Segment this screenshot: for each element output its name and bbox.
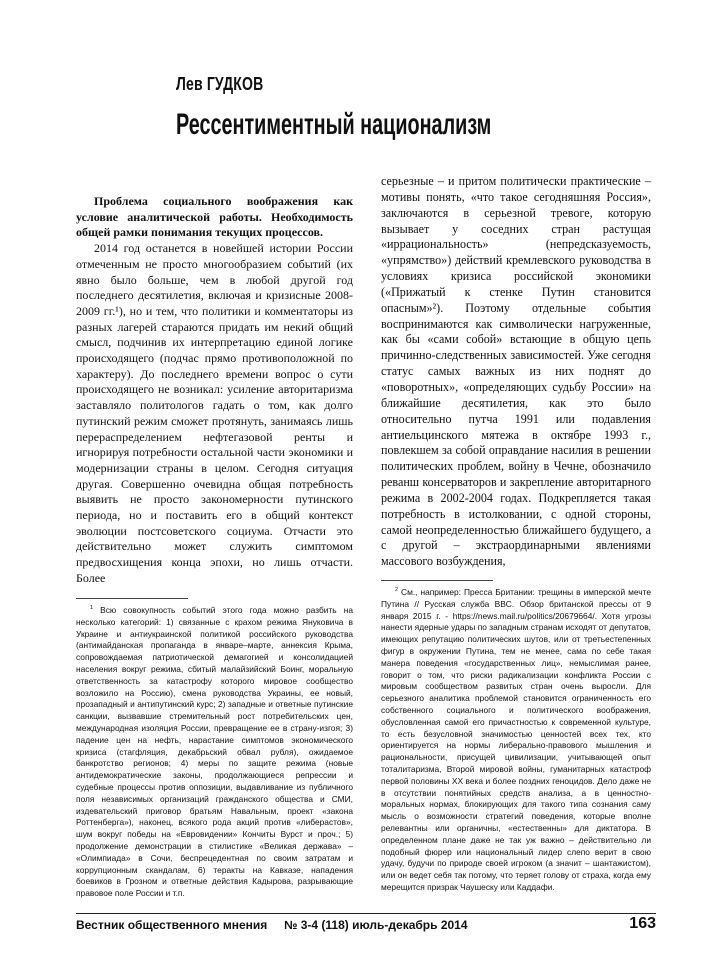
footnote-2 xyxy=(381,587,651,894)
footnote-2-text: См., например: Пресса Британии: трещины в имперской мечте Путина // Русская служба BBC. Обзор британской прессы от 9 января 2015 г. - https://news.mail.ru/politics/20679664/. Хотя угрозы нанести ядерные удары по западным странам исходят от депутатов, имеющих репутацию политических шутов, или от третьестепенных фигур в окружении Путина, тем не менее, сама по себе такая манера поведения «государственных лиц», немыслимая ранее, говорит о том, что риски радикализации конфликта России с мировым сообществом развитых стран очень выросли. Для серьезного аналитика проблемой становится ограниченность его собственного социального и политического воображения, обусловленная самой его причастностью к современной культуре, то есть безусловной значимостью ценностей всех тех, кто ориентируется на нормы либерально-правового мышления и рациональности, присущей цивилизации, учитывающей опыт тоталитаризма, Второй мировой войны, гуманитарных катастроф первой половины XX века и более поздних геноцидов. Дело даже не в отсутствии понятийных средств анализа, а в ценностно-моральных нормах, блокирующих для такого типа сознания саму мысль о возможности стратегий поведения, которые вполне релевантны или органичны, «естественны» для диктатора. В определенном плане даже не так уж важно – действительно ли подобный фюрер или национальный лидер слепо верит в свою удачу, будучи по природе своей игроком (а значит – шантажистом), или он ведет себя так потому, что теряет голову от страха, когда ему мерещится призрак Чаушеску или Каддафи. xyxy=(381,587,652,892)
journal-name: Вестник общественного мнения xyxy=(76,918,268,932)
lead-paragraph: Проблема социального воображения как условие аналитической работы. Необходимость общей рамки понимания текущих процессов. xyxy=(76,194,353,240)
footnote-1-marker: 1 xyxy=(90,605,94,612)
footnote-rule-left xyxy=(76,598,188,599)
footnote-2-marker: 2 xyxy=(395,587,399,594)
footnote-rule-right xyxy=(381,580,493,581)
footnote-1 xyxy=(76,605,353,900)
body-paragraph-1: 2014 год останется в новейшей истории России отмеченным не просто многообразием событий (их явно было больше, чем в любой другой год последнего десятилетия, включая и кризисные 2008-2009 гг.¹), но и тем, что политики и комментаторы из разных лагерей стараются придать им некий общий смысл, подчинив их интерпретацию единой логике происходящего (подчас прямо противоположной по характеру). До последнего времени вопрос о сути происходящего не возникал: усиление авторитаризма заставляло политологов гадать о том, как долго путинский режим сможет протянуть, занимаясь лишь перераспределением нефтегазовой ренты и игнорируя потребности остальной части экономики и модернизации страны в целом. Сегодня ситуация другая. Совершенно очевидна общая потребность выявить не просто закономерности путинского периода, но и поставить его в общий контекст эволюции постсоветского социума. Отчасти это действительно может служить симптомом предвосхищения конца эпохи, но лишь отчасти. Более xyxy=(76,241,353,585)
body-column-right xyxy=(381,174,651,570)
page-number: 163 xyxy=(629,915,656,932)
issue-info: № 3-4 (118) июль-декабрь 2014 xyxy=(284,918,468,932)
article-title: Рессентиментный национализм xyxy=(176,108,492,141)
author-name: Лев ГУДКОВ xyxy=(176,74,264,94)
footnote-1-text: Всю совокупность событий этого года можно разбить на несколько категорий: 1) связанные с крахом режима Януковича в Украине и антиукраинской политикой российского руководства (антимайданская пропаганда в январе–марте, аннексия Крыма, сопровождаемая патриотической демагогией и консолидацией населения вокруг режима, сбитый малайзийский Боинг, моральную ответственность за катастрофу которого мировое сообщество возложило на Россию), смена руководства Украины, ее новый, прозападный и антипутинский курс; 2) западные и ответные путинские санкции, вызвавшие стремительный рост потребительских цен, международная изоляция России, превращение ее в страну-изгоя; 3) падение цен на нефть, нарастание симптомов экономического кризиса (стагфляция, декабрьский обвал рубля), ожидаемое банкротство регионов; 4) меры по защите режима (новые антидемократические законы, продолжающиеся репрессии и судебные процессы против оппозиции, выдавливание из публичного поля независимых организаций гражданского общества и СМИ, издевательский приговор братьям Навальным, проект «закона Роттенберга»), наконец, всякого рода акций против «либерастов», шум вокруг победы на «Евровидении» Кончиты Вурст и проч.; 5) продолжение демонстрации в стилистике «Великая держава» – «Олимпиада» в Сочи, беспрецедентная по своим затратам и коррупционным скандалам, 6) теракты на Кавказе, нападения боевиков в Грозном и ответные действия Кадырова, разрывающие правовое поле России и т.п. xyxy=(76,605,353,899)
body-column-left xyxy=(76,194,353,587)
page-footer xyxy=(76,913,656,932)
body-paragraph-2: серьезные – и притом политически практические – мотивы понять, «что такое сегодняшняя Россия», заключаются в серьезной тревоге, которую вызывает у соседних стран растущая «иррациональность» (непредсказуемость, «упрямство») действий кремлевского руководства в условиях кризиса российской экономики («Прижатый к стенке Путин становится опасным»²). Поэтому отдельные события воспринимаются как символически нагруженные, как бы «сами собой» встающие в общую цепь причинно-следственных зависимостей. Уже сегодня статус самых важных из них поднят до «поворотных», «определяющих судьбу России» на ближайшие десятилетия, как это было относительно путча 1991 или подавления антиельцинского мятежа в октябре 1993 г., повлекшем за собой оправдание насилия в решении политических проблем, войну в Чечне, обозначило реванш консерваторов и закрепление авторитарного режима в 2002-2004 годах. Подкрепляется такая потребность в истолковании, с одной стороны, самой неопределенностью ближайшего будущего, а с другой – экстраординарными явлениями массового возбуждения, xyxy=(381,174,651,569)
